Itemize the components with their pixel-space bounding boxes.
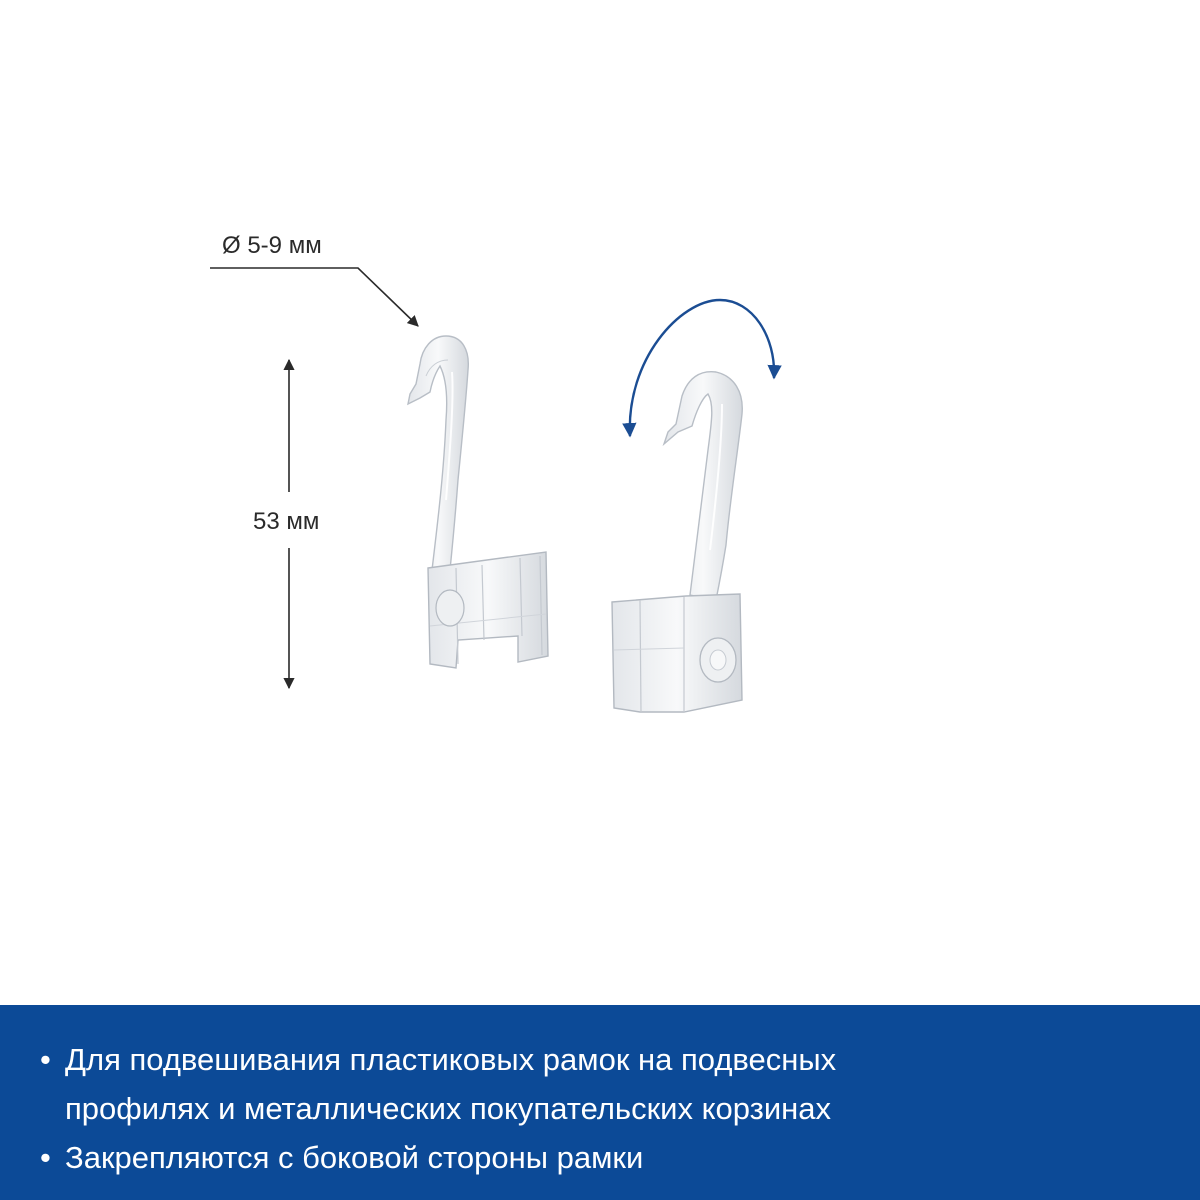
bullet-icon: • bbox=[40, 1042, 51, 1077]
feature-text-line: Для подвешивания пластиковых рамок на подвесных bbox=[65, 1042, 837, 1077]
bullet-icon: • bbox=[40, 1140, 51, 1175]
feature-text-line: профилях и металлических покупательских корзинах bbox=[65, 1091, 832, 1126]
diameter-label: Ø 5-9 мм bbox=[222, 232, 322, 259]
feature-text-line: Закрепляются с боковой стороны рамки bbox=[65, 1140, 644, 1175]
height-label: 53 мм bbox=[253, 508, 320, 535]
feature-item bbox=[40, 1035, 1160, 1133]
feature-list bbox=[40, 1035, 1160, 1182]
hook-right bbox=[612, 372, 742, 712]
hook-left bbox=[408, 336, 548, 668]
feature-item bbox=[40, 1133, 1160, 1182]
diameter-leader bbox=[210, 268, 418, 326]
features-banner bbox=[0, 1005, 1200, 1200]
rotation-arrow-icon bbox=[630, 300, 774, 436]
